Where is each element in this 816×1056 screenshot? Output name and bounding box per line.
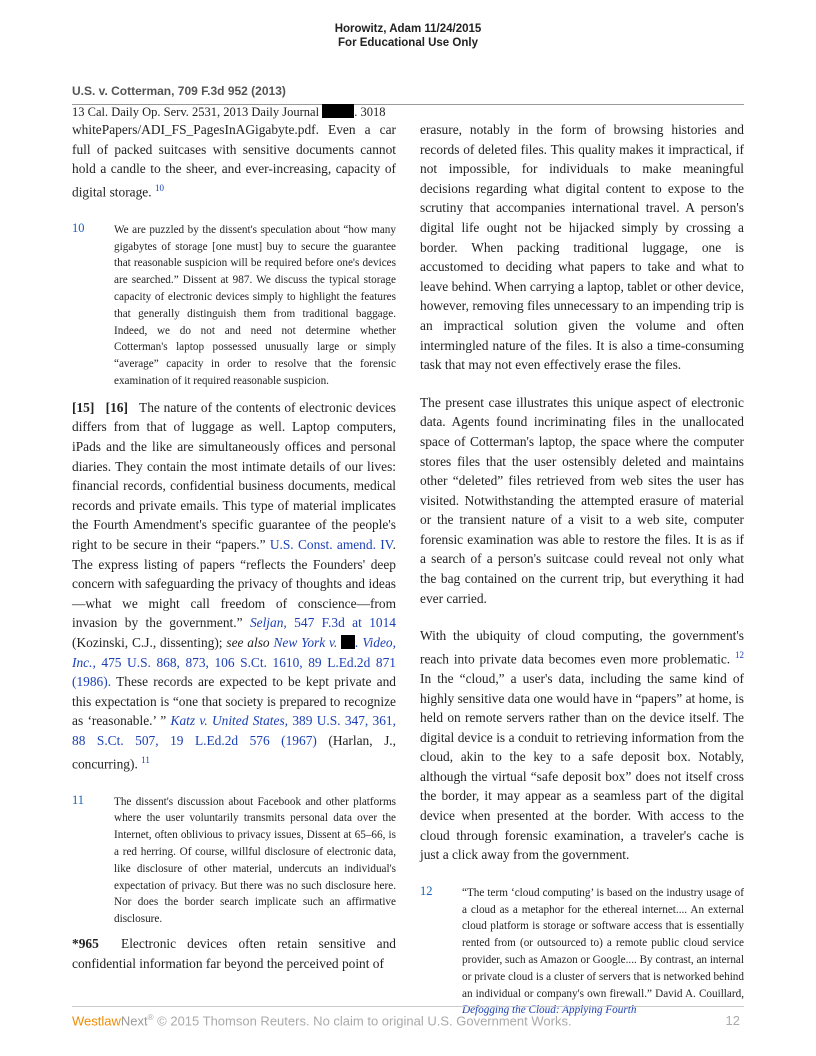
paragraph: [15] [16] The nature of the contents of electronic devices differs from that of luggage as well. Laptop computers, iPads and the like are simultaneously offices and personal diaries. They contain the most intimate details of our lives: financial records, confidential business documents, medical records and private emails. This type of material implicates the Fourth Amendment's specific guarantee of the people's right to be secure in their “papers.” U.S. Const. amend. IV. The express listing of papers “reflects the Founders' deep concern with safeguarding the privacy of thoughts and ideas—what we might call freedom of conscience—from invasion by the government.” Seljan, 547 F.3d at 1014 (Kozinski, C.J., dissenting); see also New York v. . Video, Inc., 475 U.S. 868, 873, 106 S.Ct. 1610, 89 L.Ed.2d 871 (1986). These records are expected to be kept private and this expectation is “one that society is prepared to recognize as ‘reasonable.’ ” Katz v. United States, 389 U.S. 347, 361, 88 S.Ct. 507, 19 L.Ed.2d 576 (1967) (Harlan, J., concurring). $^{11}$ xyxy=(72,399,396,771)
katz-cite-link[interactable]: 389 U.S. 347, 361, 88 S.Ct. 507, 19 L.Ed.2d 576 (1967) xyxy=(72,713,396,748)
footnote-number[interactable]: 12 xyxy=(420,883,433,898)
paragraph: erasure, notably in the form of browsing histories and records of deleted files. This quality makes it impractical, if not impossible, for individuals to make meaningful decisions regarding what digital content to expose to the scrutiny that accompanies international travel. A person's digital life ought not be hijacked simply by crossing a border. When packing traditional luggage, one is accustomed to deciding what papers to take and what to leave behind. When carrying a laptop, tablet or other device, however, removing files unnecessary to an impending trip is an impractical solution given the volume and often intermingled nature of the files. It is also a time-consuming task that may not even effectively erase the files. xyxy=(420,122,744,373)
footnote-ref-10[interactable]: 10 xyxy=(154,182,164,193)
parallel-citation: 13 Cal. Daily Op. Serv. 2531, 2013 Daily Journal . 3018 xyxy=(72,105,386,119)
redaction-block xyxy=(322,104,354,118)
footnote-11: 11 The dissent's discussion about Facebook and other platforms where the user voluntarily transmits personal data over the Internet, often oblivious to privacy issues, Dissent at 65–66, is a red herring. Of course, willful disclosure of electronic data, like disclosure of other material, undercuts an individual's expectation of privacy. But there was no such disclosure here. Nor does the border search implicate such an affirmative disclosure. xyxy=(72,792,396,926)
copyright-notice: © 2015 Thomson Reuters. No claim to original U.S. Government Works. xyxy=(153,1013,572,1029)
footnote-number[interactable]: 11 xyxy=(72,792,85,807)
header-user-date: Horowitz, Adam 11/24/2015 xyxy=(334,23,482,35)
westlaw-logo: Westlaw xyxy=(72,1013,121,1029)
page-number: 12 xyxy=(725,1013,740,1028)
right-column xyxy=(420,120,744,1019)
footnote-ref-12[interactable]: 12 xyxy=(734,649,744,660)
paragraph: whitePapers/ADI_FS_PagesInAGigabyte.pdf. Even a car full of packed suitcases with sensitive documents cannot hold a candle to the sheer, and ever-increasing, capacity of digital storage. $^{10}$ xyxy=(72,122,396,200)
footnote-ref-11[interactable]: 11 xyxy=(141,754,150,765)
ny-cite-link[interactable]: 475 U.S. 868, 873, 106 S.Ct. 1610, 89 L.Ed.2d 871 (1986). xyxy=(72,654,396,690)
header-use-notice: For Educational Use Only xyxy=(338,37,478,49)
redaction-block xyxy=(341,635,355,649)
left-column xyxy=(72,120,396,973)
katz-case-link[interactable]: Katz v. United States, xyxy=(170,713,289,729)
case-title: U.S. v. Cotterman, 709 F.3d 952 (2013) xyxy=(72,84,286,98)
paragraph: With the ubiquity of cloud computing, the government's reach into private data becomes even more problematic. $^{12}$ In the “cloud,” a user's data, including the same kind of highly sensitive data one would have in “papers” at home, is held on remote servers rather than on the device itself. The digital device is a conduit to retrieving information from the cloud, akin to the key to a safe deposit box. Notably, although the virtual “safe deposit box” does not itself cross the border, it may appear as a seamless part of the digital device when presented at the border. With access to the cloud through forensic examination, a traveler's cache is just a click away from the government. xyxy=(420,628,744,863)
footer: WestlawNext® © 2015 Thomson Reuters. No claim to original U.S. Government Works. 12 xyxy=(72,1013,740,1029)
paragraph: The present case illustrates this unique aspect of electronic data. Agents found incriminating files in the unallocated space of Cotterman's laptop, the space where the computer stores files that the user ostensibly deleted and maintains other “deleted” files retrieved from web sites the user has visited. Notwithstanding the attempted erasure of material or the transient nature of a visit to a web site, computer forensic examination was able to restore the files. It is as if a search of a person's suitcase could reveal not only what the bag contained on the current trip, but everything it had ever carried. xyxy=(420,394,744,606)
footnote-10: 10 We are puzzled by the dissent's speculation about “how many gigabytes of storage [one must] buy to secure the guarantee that reasonable suspicion will be required before one's devices are searched.” Dissent at 987. We discuss the typical storage capacity of electronic devices simply to highlight the features that generally distinguish them from traditional baggage. Indeed, we do not and need not determine whether Cotterman's laptop possessed unusually large or simply “average” capacity in order to resolve that the forensic examination of it required reasonable suspicion. xyxy=(72,220,396,388)
footnote-12: 12 “The term ‘cloud computing’ is based on the industry usage of a cloud as a metaphor for the ethereal internet.... An external cloud platform is storage or software access that is essentially rented from (or outsourced to) a remote public cloud service provider, such as Amazon or Google.... By contrast, an internal or private cloud is a cluster of servers that is networked behind an individual or company's own firewall.” David A. Couillard, Defogging the Cloud: Applying Fourth xyxy=(420,883,744,1017)
seljan-cite-link[interactable]: 547 F.3d at 1014 xyxy=(294,615,396,631)
seljan-case-link[interactable]: Seljan, xyxy=(249,615,287,631)
headnote-16[interactable]: [16] xyxy=(105,399,128,415)
paragraph: *965 Electronic devices often retain sensitive and confidential information far beyond the perceived point of xyxy=(72,935,396,971)
couillard-article-link[interactable]: Defogging the Cloud: Applying Fourth xyxy=(462,1004,637,1017)
footer-divider xyxy=(72,1006,744,1007)
ny-case-link[interactable]: New York v. xyxy=(273,634,338,650)
star-page: *965 xyxy=(72,935,99,951)
footnote-number[interactable]: 10 xyxy=(72,220,85,235)
document-header xyxy=(0,22,816,50)
const-amend-link[interactable]: U.S. Const. amend. IV xyxy=(269,536,393,552)
headnote-15[interactable]: [15] xyxy=(72,399,95,415)
